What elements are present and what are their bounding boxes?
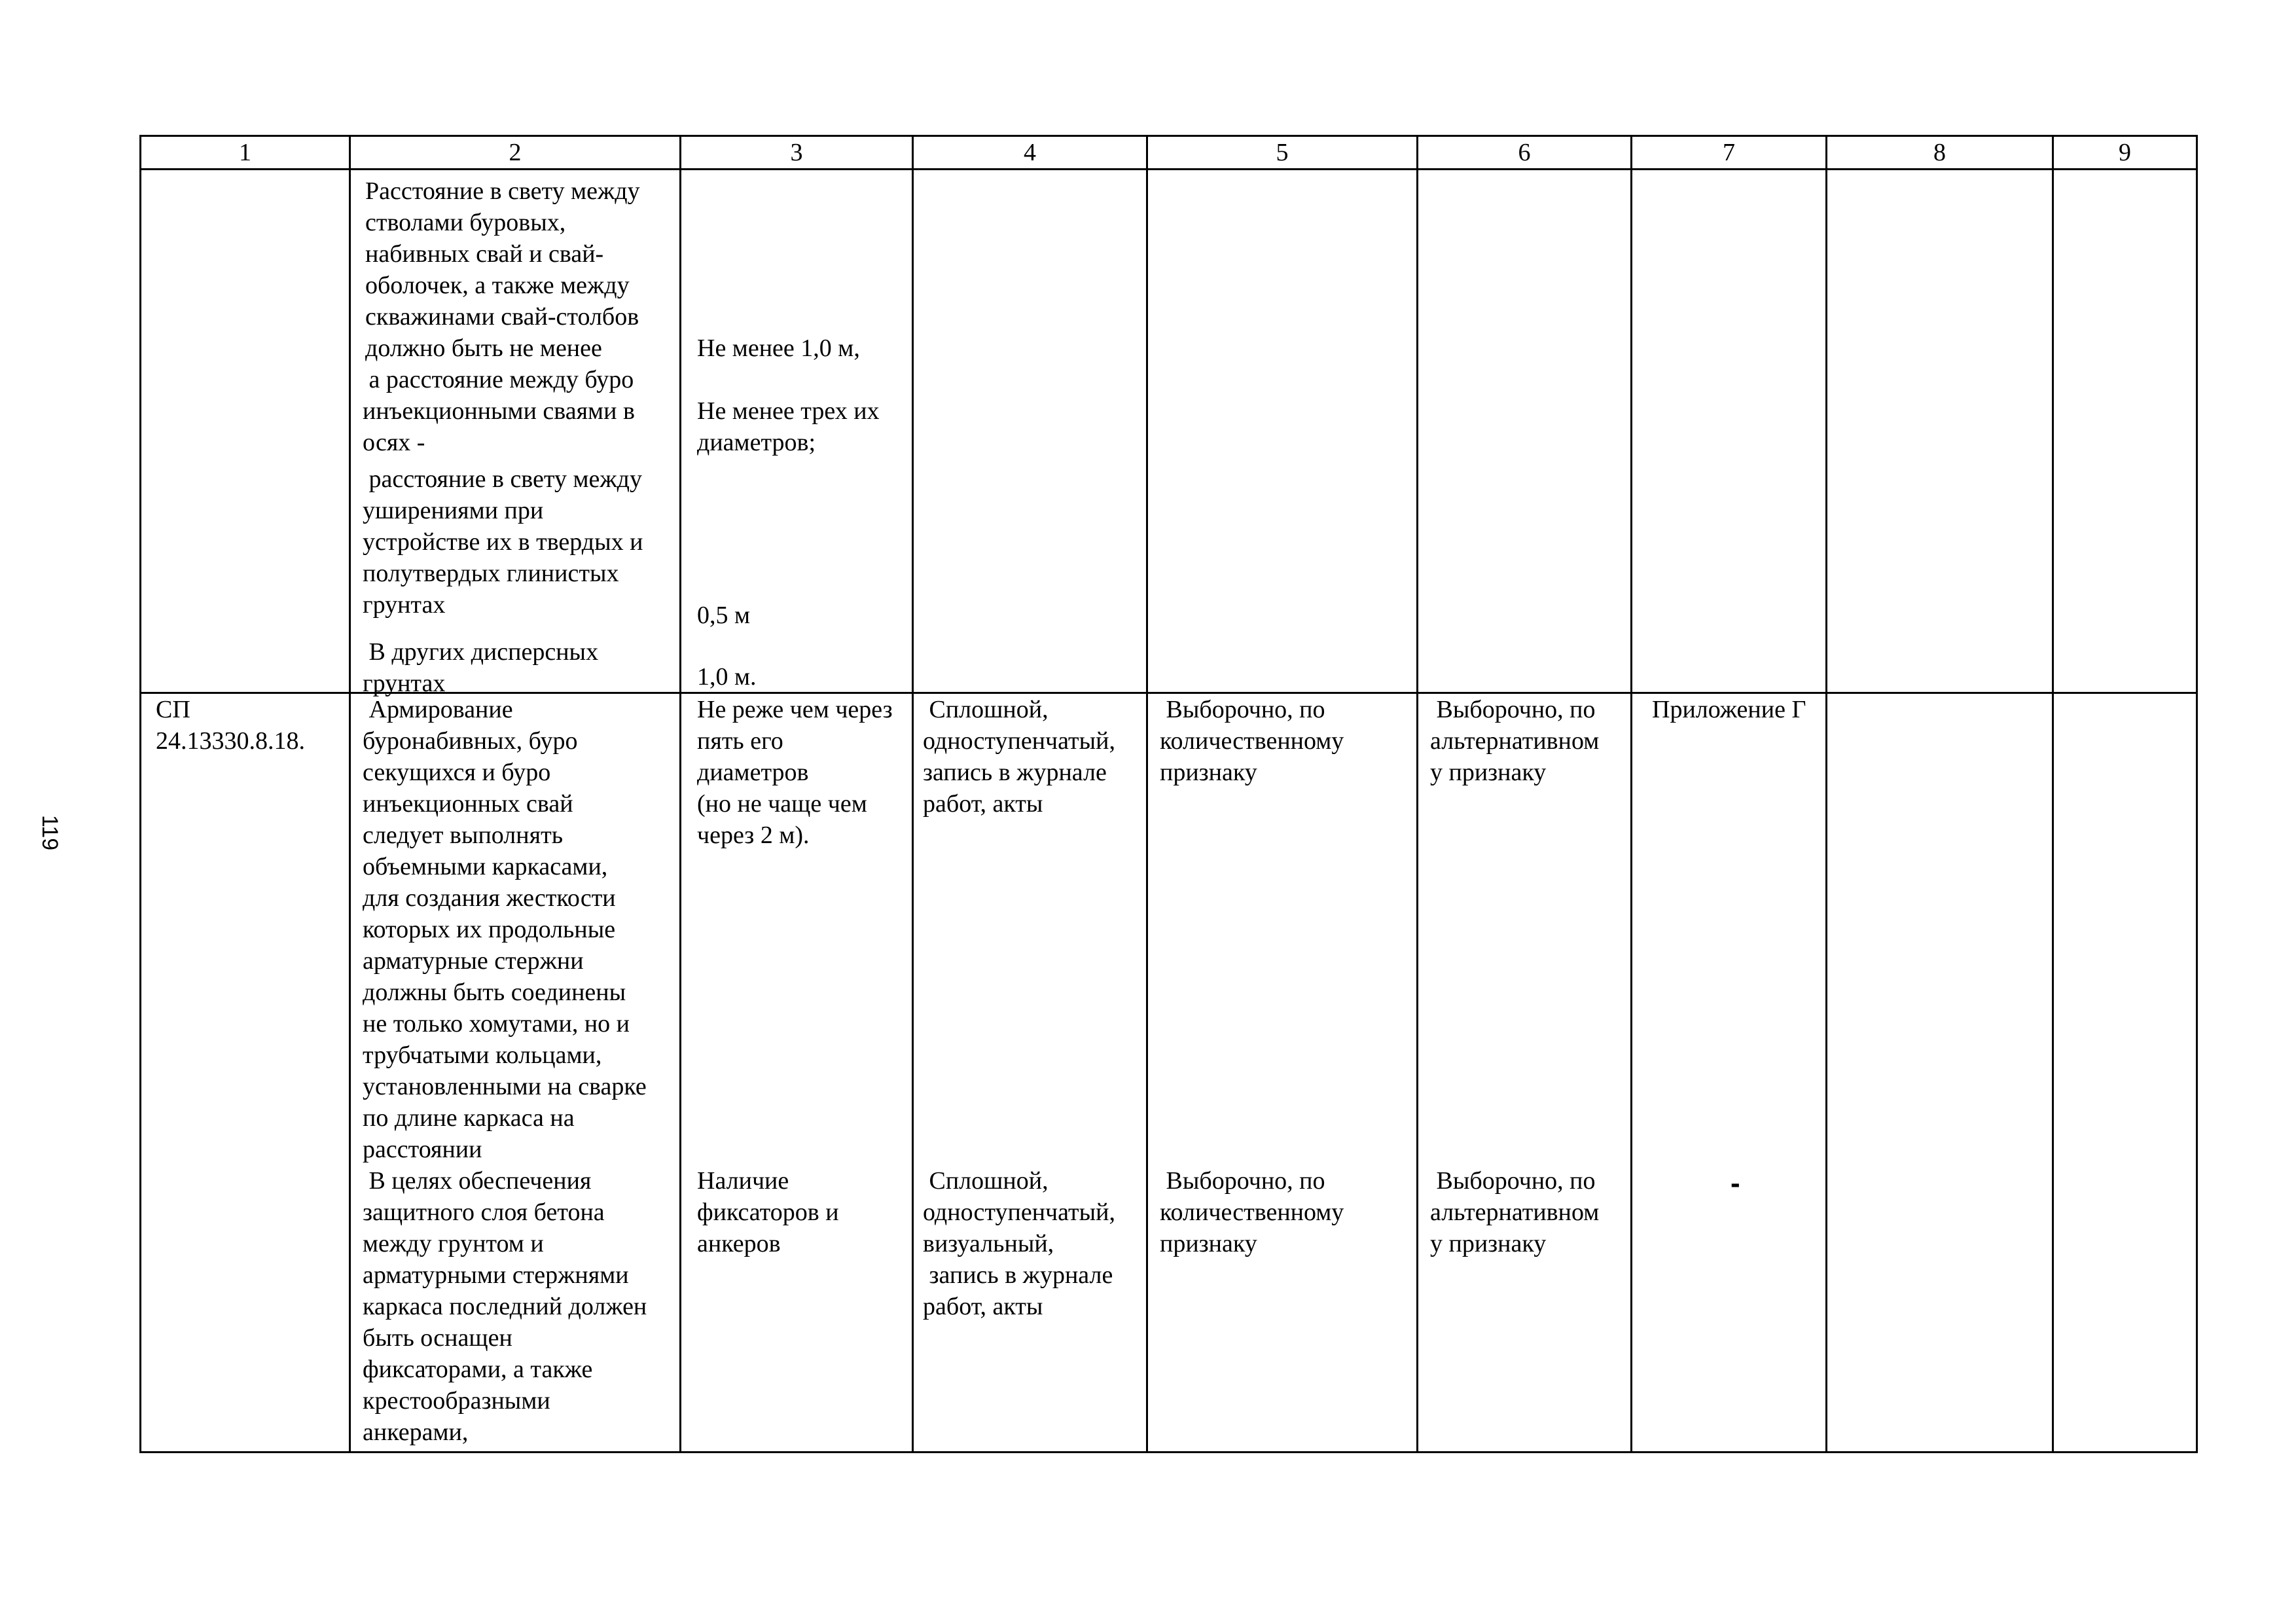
other-soils-distance-value: 1,0 м. (697, 663, 757, 691)
col-header-1: 1 (141, 136, 350, 170)
fixators-value: Наличие фиксаторов и анкеров (697, 1167, 839, 1257)
row2-cell-9 (2053, 693, 2197, 1453)
row2-cell-7 (1632, 693, 1827, 1453)
header-row (141, 136, 2197, 170)
table-row (141, 693, 2197, 1453)
col-header-8: 8 (1827, 136, 2053, 170)
spacing-requirement-text: Расстояние в свету между стволами буровых, набивных свай и свай- оболочек, а также между скважинами свай-столбов должно быть не менее (365, 177, 640, 362)
dash-mark: - (1731, 1167, 1740, 1199)
other-soils-text: В других дисперсных грунтах (363, 638, 599, 697)
ring-spacing-value: Не реже чем через пять его диаметров (но не чаще чем через 2 м). (697, 696, 893, 849)
col-header-6: 6 (1418, 136, 1632, 170)
hard-clay-distance-value: 0,5 м (697, 602, 751, 629)
row2-cell-1 (141, 693, 350, 1453)
widening-spacing-text: расстояние в свету между уширениями при устройстве их в твердых и полутвердых глинистых грунтах (363, 465, 643, 619)
protective-layer-text: В целях обеспечения защитного слоя бетона между грунтом и арматурными стержнями каркаса последний должен быть оснащен фиксаторами, а также крестообразными анкерами, (363, 1167, 647, 1446)
col-header-4: 4 (913, 136, 1147, 170)
control-type-2: Сплошной, одноступенчатый, визуальный, запись в журнале работ, акты (923, 1167, 1115, 1320)
evaluation-method-1: Выборочно, по альтернативном у признаку (1430, 696, 1600, 786)
row1-cell-8 (1827, 170, 2053, 693)
reinforcement-requirement-text: Армирование буронабивных, буро секущихся и буро инъекционных свай следует выполнять объемными каркасами, для создания жесткости которых их продольные арматурные стержни должны быть соединены не только хомутами, но и трубчатыми кольцами, установленными на сварке по длине каркаса на расстоянии (363, 696, 647, 1163)
row1-cell-3 (681, 170, 913, 693)
row1-cell-9 (2053, 170, 2197, 693)
row1-cell-6 (1418, 170, 1632, 693)
row2-cell-3 (681, 693, 913, 1453)
appendix-reference: Приложение Г (1652, 696, 1806, 723)
col-header-2: 2 (350, 136, 681, 170)
control-type-1: Сплошной, одноступенчатый, запись в журнале работ, акты (923, 696, 1115, 818)
row1-cell-4 (913, 170, 1147, 693)
col-header-5: 5 (1147, 136, 1418, 170)
sampling-method-2: Выборочно, по количественному признаку (1160, 1167, 1344, 1257)
standard-reference: СП 24.13330.8.18. (156, 696, 305, 755)
page-number: 119 (37, 815, 62, 851)
min-distance-value: Не менее 1,0 м, (697, 334, 860, 362)
injection-pile-spacing-text: а расстояние между буро инъекционными сваями в осях - (363, 366, 635, 456)
inspection-table (139, 135, 2198, 1453)
col-header-3: 3 (681, 136, 913, 170)
evaluation-method-2: Выборочно, по альтернативном у признаку (1430, 1167, 1600, 1257)
row1-cell-2 (350, 170, 681, 697)
row2-cell-2 (350, 693, 681, 1453)
row2-cell-4 (913, 693, 1147, 1453)
min-diameters-value: Не менее трех их диаметров; (697, 397, 880, 456)
row2-cell-5 (1147, 693, 1418, 1453)
row1-cell-7 (1632, 170, 1827, 693)
row1-cell-1 (141, 170, 350, 693)
row2-cell-8 (1827, 693, 2053, 1453)
col-header-9: 9 (2053, 136, 2197, 170)
sampling-method-1: Выборочно, по количественному признаку (1160, 696, 1344, 786)
row2-cell-6 (1418, 693, 1632, 1453)
table-row (141, 170, 2197, 693)
col-header-7: 7 (1632, 136, 1827, 170)
row1-cell-5 (1147, 170, 1418, 693)
